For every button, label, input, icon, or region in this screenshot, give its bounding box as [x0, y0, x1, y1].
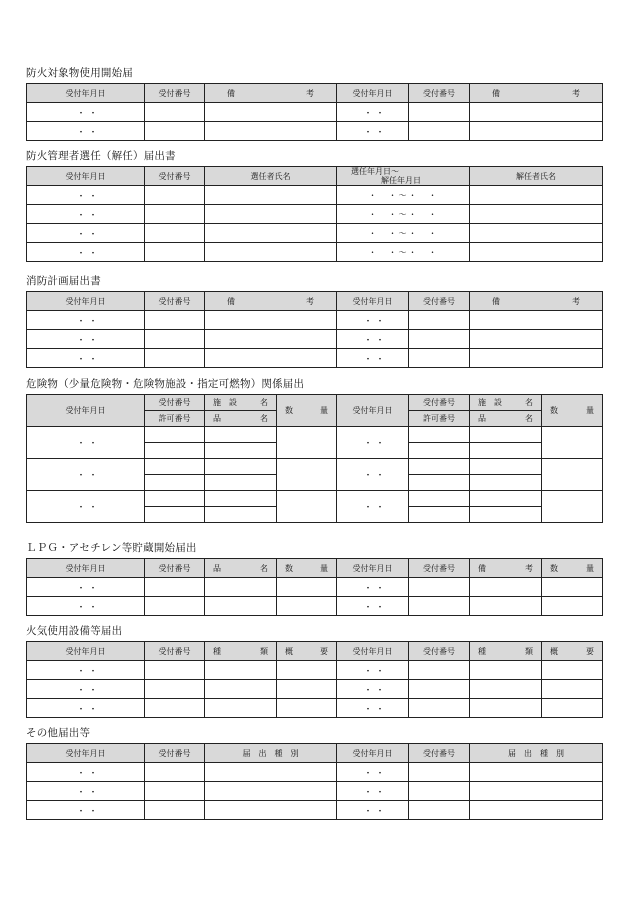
date-field[interactable]: ・・ [337, 103, 409, 122]
section-title: 火気使用設備等届出 [26, 625, 123, 637]
header-label: 選任年月日～ [351, 167, 399, 176]
receipt-number-field[interactable] [409, 330, 470, 349]
receipt-number-field[interactable] [145, 680, 205, 699]
item-name-field[interactable] [470, 443, 542, 459]
quantity-field[interactable] [542, 459, 603, 491]
facility-name-field[interactable] [470, 459, 542, 475]
header-cell: 受付年月日 [337, 395, 409, 427]
facility-name-field[interactable] [205, 491, 277, 507]
header-row [27, 167, 603, 186]
dismissed-name-field[interactable] [470, 243, 603, 262]
remarks-field[interactable] [205, 311, 337, 330]
header-cell: 品 名 [470, 411, 542, 427]
receipt-number-field[interactable] [145, 763, 205, 782]
header-cell: 受付年月日 [27, 559, 145, 578]
date-field[interactable]: ・・ [337, 427, 409, 459]
header-cell: 許可番号 [145, 411, 205, 427]
date-field[interactable]: ・・ [337, 680, 409, 699]
facility-name-field[interactable] [470, 491, 542, 507]
table-row [27, 459, 603, 475]
header-cell: 受付年月日 [337, 744, 409, 763]
header-cell [337, 167, 470, 186]
type-field[interactable] [470, 680, 542, 699]
header-cell: 受付番号 [409, 744, 470, 763]
receipt-number-field[interactable] [145, 103, 205, 122]
date-field[interactable]: ・・ [337, 782, 409, 801]
summary-field[interactable] [277, 661, 337, 680]
receipt-number-field[interactable] [145, 578, 205, 597]
date-field[interactable]: ・・ [27, 782, 145, 801]
section-title: 防火対象物使用開始届 [26, 67, 133, 79]
date-field[interactable]: ・・ [337, 122, 409, 141]
date-field[interactable]: ・・ [337, 801, 409, 820]
notification-type-field[interactable] [205, 782, 337, 801]
section-title: 防火管理者選任（解任）届出書 [26, 150, 176, 162]
receipt-number-field[interactable] [145, 186, 205, 205]
item-name-field[interactable] [205, 578, 277, 597]
table-row [27, 699, 603, 718]
remarks-field[interactable] [470, 122, 603, 141]
header-label: 備 [227, 296, 235, 306]
date-field[interactable]: ・・ [337, 597, 409, 616]
appointee-name-field[interactable] [205, 243, 337, 262]
date-field[interactable]: ・・ [27, 578, 145, 597]
date-field[interactable]: ・・ [337, 661, 409, 680]
quantity-field[interactable] [542, 491, 603, 523]
quantity-field[interactable] [277, 459, 337, 491]
date-field[interactable]: ・・ [27, 680, 145, 699]
form-table [26, 641, 603, 718]
header-cell: 届 出 種 別 [205, 744, 337, 763]
header-label: 解任年月日 [381, 176, 421, 185]
header-cell: 施 設 名 [205, 395, 277, 411]
remarks-field[interactable] [470, 330, 603, 349]
date-field[interactable]: ・・ [27, 186, 145, 205]
receipt-number-field[interactable] [409, 491, 470, 507]
remarks-field[interactable] [470, 597, 542, 616]
section-lpg-acetylene-storage [26, 542, 602, 616]
header-cell: 受付年月日 [27, 642, 145, 661]
date-field[interactable]: ・・ [27, 311, 145, 330]
type-field[interactable] [205, 699, 277, 718]
summary-field[interactable] [542, 699, 603, 718]
form-table [26, 558, 603, 616]
header-cell: 受付年月日 [337, 292, 409, 311]
date-field[interactable]: ・・ [27, 491, 145, 523]
receipt-number-field[interactable] [145, 311, 205, 330]
header-row [27, 84, 603, 103]
date-field[interactable]: ・・ [27, 243, 145, 262]
section-title: 危険物（少量危険物・危険物施設・指定可燃物）関係届出 [26, 378, 305, 390]
receipt-number-field[interactable] [145, 597, 205, 616]
table-row [27, 205, 603, 224]
quantity-field[interactable] [277, 491, 337, 523]
receipt-number-field[interactable] [145, 243, 205, 262]
type-field[interactable] [205, 680, 277, 699]
section-fire-plan [26, 275, 602, 368]
header-cell: 受付番号 [409, 395, 470, 411]
receipt-number-field[interactable] [145, 122, 205, 141]
table-row [27, 782, 603, 801]
header-cell: 数 量 [542, 559, 603, 578]
notification-type-field[interactable] [470, 801, 603, 820]
remarks-field[interactable] [205, 330, 337, 349]
section-title: 消防計画届出書 [26, 275, 101, 287]
notification-type-field[interactable] [470, 763, 603, 782]
header-cell: 品 名 [205, 559, 277, 578]
header-cell: 受付年月日 [27, 292, 145, 311]
date-field[interactable]: ・・ [27, 205, 145, 224]
header-cell: 受付番号 [409, 559, 470, 578]
date-field[interactable]: ・・ [337, 491, 409, 523]
form-table [26, 291, 603, 368]
quantity-field[interactable] [542, 578, 603, 597]
item-name-field[interactable] [205, 475, 277, 491]
date-field[interactable]: ・・ [27, 122, 145, 141]
quantity-field[interactable] [277, 427, 337, 459]
facility-name-field[interactable] [205, 459, 277, 475]
form-table [26, 83, 603, 141]
date-range-field[interactable]: ・ ・～・ ・ [337, 243, 470, 262]
permit-number-field[interactable] [409, 443, 470, 459]
header-label: 考 [306, 88, 314, 98]
item-name-field[interactable] [205, 507, 277, 523]
form-table [26, 743, 603, 820]
quantity-field[interactable] [542, 597, 603, 616]
date-range-field[interactable]: ・ ・～・ ・ [337, 186, 470, 205]
remarks-field[interactable] [205, 103, 337, 122]
header-label: 考 [572, 88, 580, 98]
permit-number-field[interactable] [409, 507, 470, 523]
table-row [27, 122, 603, 141]
header-cell: 受付番号 [145, 292, 205, 311]
summary-field[interactable] [277, 680, 337, 699]
receipt-number-field[interactable] [145, 699, 205, 718]
date-field[interactable]: ・・ [27, 597, 145, 616]
date-field[interactable]: ・・ [27, 661, 145, 680]
quantity-field[interactable] [542, 427, 603, 459]
header-row [27, 395, 603, 411]
receipt-number-field[interactable] [409, 801, 470, 820]
date-field[interactable]: ・・ [27, 699, 145, 718]
receipt-number-field[interactable] [409, 661, 470, 680]
date-field[interactable]: ・・ [27, 349, 145, 368]
table-row [27, 243, 603, 262]
receipt-number-field[interactable] [145, 349, 205, 368]
receipt-number-field[interactable] [409, 578, 470, 597]
header-cell: 受付番号 [409, 292, 470, 311]
type-field[interactable] [205, 661, 277, 680]
date-field[interactable]: ・・ [337, 459, 409, 491]
summary-field[interactable] [542, 680, 603, 699]
table-row [27, 330, 603, 349]
header-cell: 受付年月日 [337, 84, 409, 103]
section-title: その他届出等 [26, 727, 91, 739]
quantity-field[interactable] [277, 597, 337, 616]
permit-number-field[interactable] [145, 443, 205, 459]
date-field[interactable]: ・・ [27, 459, 145, 491]
header-cell: 受付年月日 [27, 744, 145, 763]
date-range-field[interactable]: ・ ・～・ ・ [337, 224, 470, 243]
header-cell: 受付番号 [145, 395, 205, 411]
header-cell: 受付年月日 [337, 642, 409, 661]
date-field[interactable]: ・・ [27, 224, 145, 243]
summary-field[interactable] [542, 661, 603, 680]
header-cell: 受付年月日 [337, 559, 409, 578]
header-cell: 受付番号 [145, 642, 205, 661]
remarks-field[interactable] [470, 349, 603, 368]
appointee-name-field[interactable] [205, 205, 337, 224]
header-cell: 受付番号 [145, 744, 205, 763]
table-row [27, 349, 603, 368]
item-name-field[interactable] [470, 475, 542, 491]
header-cell [205, 84, 337, 103]
date-field[interactable]: ・・ [337, 578, 409, 597]
header-cell: 受付番号 [145, 167, 205, 186]
receipt-number-field[interactable] [409, 597, 470, 616]
type-field[interactable] [470, 661, 542, 680]
header-cell: 解任者氏名 [470, 167, 603, 186]
dismissed-name-field[interactable] [470, 186, 603, 205]
date-field[interactable]: ・・ [27, 103, 145, 122]
dismissed-name-field[interactable] [470, 205, 603, 224]
header-cell: 品 名 [205, 411, 277, 427]
header-row [27, 744, 603, 763]
receipt-number-field[interactable] [409, 349, 470, 368]
receipt-number-field[interactable] [409, 103, 470, 122]
facility-name-field[interactable] [205, 427, 277, 443]
header-label: 考 [306, 296, 314, 306]
receipt-number-field[interactable] [145, 661, 205, 680]
header-cell [470, 84, 603, 103]
header-row [27, 292, 603, 311]
receipt-number-field[interactable] [409, 782, 470, 801]
facility-name-field[interactable] [470, 427, 542, 443]
date-field[interactable]: ・・ [337, 699, 409, 718]
section-fire-object-use-start [26, 67, 602, 141]
remarks-field[interactable] [470, 103, 603, 122]
permit-number-field[interactable] [409, 475, 470, 491]
date-field[interactable]: ・・ [27, 801, 145, 820]
header-cell: 受付番号 [409, 642, 470, 661]
receipt-number-field[interactable] [145, 224, 205, 243]
receipt-number-field[interactable] [145, 330, 205, 349]
table-row [27, 186, 603, 205]
header-cell: 届 出 種 別 [470, 744, 603, 763]
appointee-name-field[interactable] [205, 186, 337, 205]
receipt-number-field[interactable] [409, 427, 470, 443]
header-cell: 許可番号 [409, 411, 470, 427]
header-label: 備 [492, 88, 500, 98]
receipt-number-field[interactable] [145, 459, 205, 475]
permit-number-field[interactable] [145, 507, 205, 523]
header-label: 備 [492, 296, 500, 306]
header-row [27, 642, 603, 661]
header-cell: 数 量 [277, 395, 337, 427]
item-name-field[interactable] [205, 443, 277, 459]
header-cell: 施 設 名 [470, 395, 542, 411]
table-row [27, 427, 603, 443]
header-cell: 種 類 [205, 642, 277, 661]
header-cell: 受付年月日 [27, 167, 145, 186]
table-row [27, 103, 603, 122]
section-title: ＬＰＧ・アセチレン等貯蔵開始届出 [26, 542, 197, 554]
table-row [27, 763, 603, 782]
receipt-number-field[interactable] [145, 427, 205, 443]
header-cell [470, 292, 603, 311]
table-row [27, 661, 603, 680]
header-cell: 受付番号 [409, 84, 470, 103]
header-cell: 数 量 [277, 559, 337, 578]
header-cell: 受付年月日 [27, 84, 145, 103]
receipt-number-field[interactable] [145, 491, 205, 507]
notification-type-field[interactable] [205, 763, 337, 782]
quantity-field[interactable] [277, 578, 337, 597]
receipt-number-field[interactable] [409, 122, 470, 141]
receipt-number-field[interactable] [409, 680, 470, 699]
date-field[interactable]: ・・ [337, 349, 409, 368]
table-row [27, 801, 603, 820]
section-hazardous-materials [26, 378, 602, 523]
item-name-field[interactable] [470, 507, 542, 523]
table-row [27, 224, 603, 243]
header-cell: 受付番号 [145, 559, 205, 578]
dismissed-name-field[interactable] [470, 224, 603, 243]
receipt-number-field[interactable] [145, 205, 205, 224]
receipt-number-field[interactable] [409, 763, 470, 782]
remarks-field[interactable] [470, 578, 542, 597]
header-cell: 受付番号 [145, 84, 205, 103]
date-range-field[interactable]: ・ ・～・ ・ [337, 205, 470, 224]
date-field[interactable]: ・・ [337, 330, 409, 349]
header-cell: 概 要 [542, 642, 603, 661]
section-other-notifications [26, 727, 602, 820]
header-row [27, 559, 603, 578]
remarks-field[interactable] [205, 122, 337, 141]
section-fire-manager-appointment [26, 150, 602, 262]
date-field[interactable]: ・・ [27, 330, 145, 349]
item-name-field[interactable] [205, 597, 277, 616]
header-cell: 受付年月日 [27, 395, 145, 427]
receipt-number-field[interactable] [145, 782, 205, 801]
table-row [27, 491, 603, 507]
date-field[interactable]: ・・ [27, 763, 145, 782]
header-label: 備 [227, 88, 235, 98]
notification-type-field[interactable] [470, 782, 603, 801]
section-fire-equipment [26, 625, 602, 718]
remarks-field[interactable] [205, 349, 337, 368]
header-label: 考 [572, 296, 580, 306]
receipt-number-field[interactable] [409, 459, 470, 475]
appointee-name-field[interactable] [205, 224, 337, 243]
date-field[interactable]: ・・ [27, 427, 145, 459]
permit-number-field[interactable] [145, 475, 205, 491]
form-table [26, 394, 603, 523]
header-cell: 種 類 [470, 642, 542, 661]
receipt-number-field[interactable] [145, 801, 205, 820]
notification-type-field[interactable] [205, 801, 337, 820]
table-row [27, 597, 603, 616]
date-field[interactable]: ・・ [337, 311, 409, 330]
summary-field[interactable] [277, 699, 337, 718]
form-table [26, 166, 603, 262]
header-cell: 数 量 [542, 395, 603, 427]
table-row [27, 680, 603, 699]
header-cell [205, 292, 337, 311]
date-field[interactable]: ・・ [337, 763, 409, 782]
type-field[interactable] [470, 699, 542, 718]
table-row [27, 578, 603, 597]
header-cell: 概 要 [277, 642, 337, 661]
table-row [27, 311, 603, 330]
receipt-number-field[interactable] [409, 699, 470, 718]
remarks-field[interactable] [470, 311, 603, 330]
receipt-number-field[interactable] [409, 311, 470, 330]
header-cell: 備 考 [470, 559, 542, 578]
header-cell: 選任者氏名 [205, 167, 337, 186]
